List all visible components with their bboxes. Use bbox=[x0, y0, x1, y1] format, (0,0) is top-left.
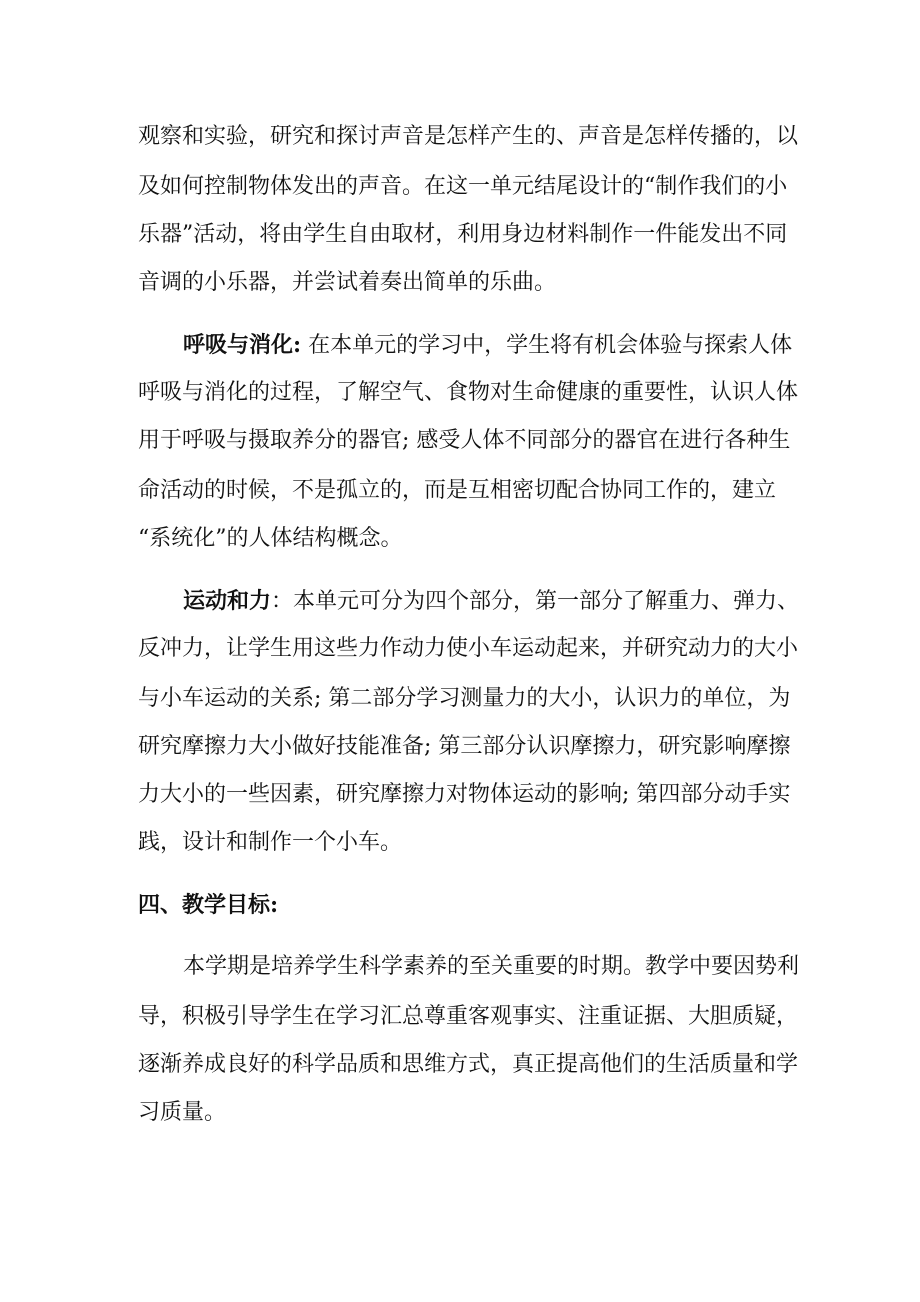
paragraph-breathing-line: 用于呼吸与摄取养分的器官; 感受人体不同部分的器官在进行各种生 bbox=[138, 428, 791, 453]
paragraph-sound-line: 及如何控制物体发出的声音。在这一单元结尾设计的“制作我们的小 bbox=[138, 174, 788, 199]
paragraph-breathing-first-line bbox=[183, 330, 792, 361]
paragraph-sound-line: 乐器”活动，将由学生自由取材，利用身边材料制作一件能发出不同 bbox=[138, 222, 788, 247]
paragraph-goals-line: 导，积极引导学生在学习汇总尊重客观事实、注重证据、大胆质疑， bbox=[138, 1004, 799, 1029]
paragraph-goals-line: 习质量。 bbox=[138, 1100, 227, 1125]
paragraph-motion-line: 研究摩擦力大小做好技能准备; 第三部分认识摩擦力，研究影响摩擦 bbox=[138, 734, 791, 759]
paragraph-goals-line: 逐渐养成良好的科学品质和思维方式，真正提高他们的生活质量和学 bbox=[138, 1052, 799, 1077]
paragraph-motion-first-line bbox=[183, 586, 799, 617]
paragraph-motion-line: 反冲力，让学生用这些力作动力使小车运动起来，并研究动力的大小 bbox=[138, 636, 799, 661]
paragraph-motion-line: ：本单元可分为四个部分，第一部分了解重力、弹力、 bbox=[271, 589, 800, 614]
paragraph-breathing-line: “系统化”的人体结构概念。 bbox=[138, 526, 403, 551]
paragraph-goals-line: 本学期是培养学生科学素养的至关重要的时期。教学中要因势利 bbox=[183, 954, 800, 979]
paragraph-motion-line: 与小车运动的关系; 第二部分学习测量力的大小，认识力的单位，为 bbox=[138, 686, 791, 711]
paragraph-sound-line: 音调的小乐器，并尝试着奏出简单的乐曲。 bbox=[138, 270, 557, 295]
paragraph-motion-line: 力大小的一些因素，研究摩擦力对物体运动的影响; 第四部分动手实 bbox=[138, 782, 791, 807]
paragraph-sound-line: 观察和实验，研究和探讨声音是怎样产生的、声音是怎样传播的，以 bbox=[138, 124, 799, 149]
paragraph-breathing-lead: 呼吸与消化: bbox=[183, 332, 302, 358]
paragraph-breathing-line: 在本单元的学习中，学生将有机会体验与探索人体 bbox=[301, 333, 793, 358]
section-heading: 四、教学目标: bbox=[138, 892, 279, 918]
paragraph-breathing-line: 呼吸与消化的过程，了解空气、食物对生命健康的重要性，认识人体 bbox=[138, 380, 799, 405]
paragraph-motion-line: 践，设计和制作一个小车。 bbox=[138, 830, 403, 855]
paragraph-breathing-line: 命活动的时候，不是孤立的，而是互相密切配合协同工作的，建立 bbox=[138, 478, 777, 503]
paragraph-motion-lead: 运动和力 bbox=[183, 588, 272, 614]
